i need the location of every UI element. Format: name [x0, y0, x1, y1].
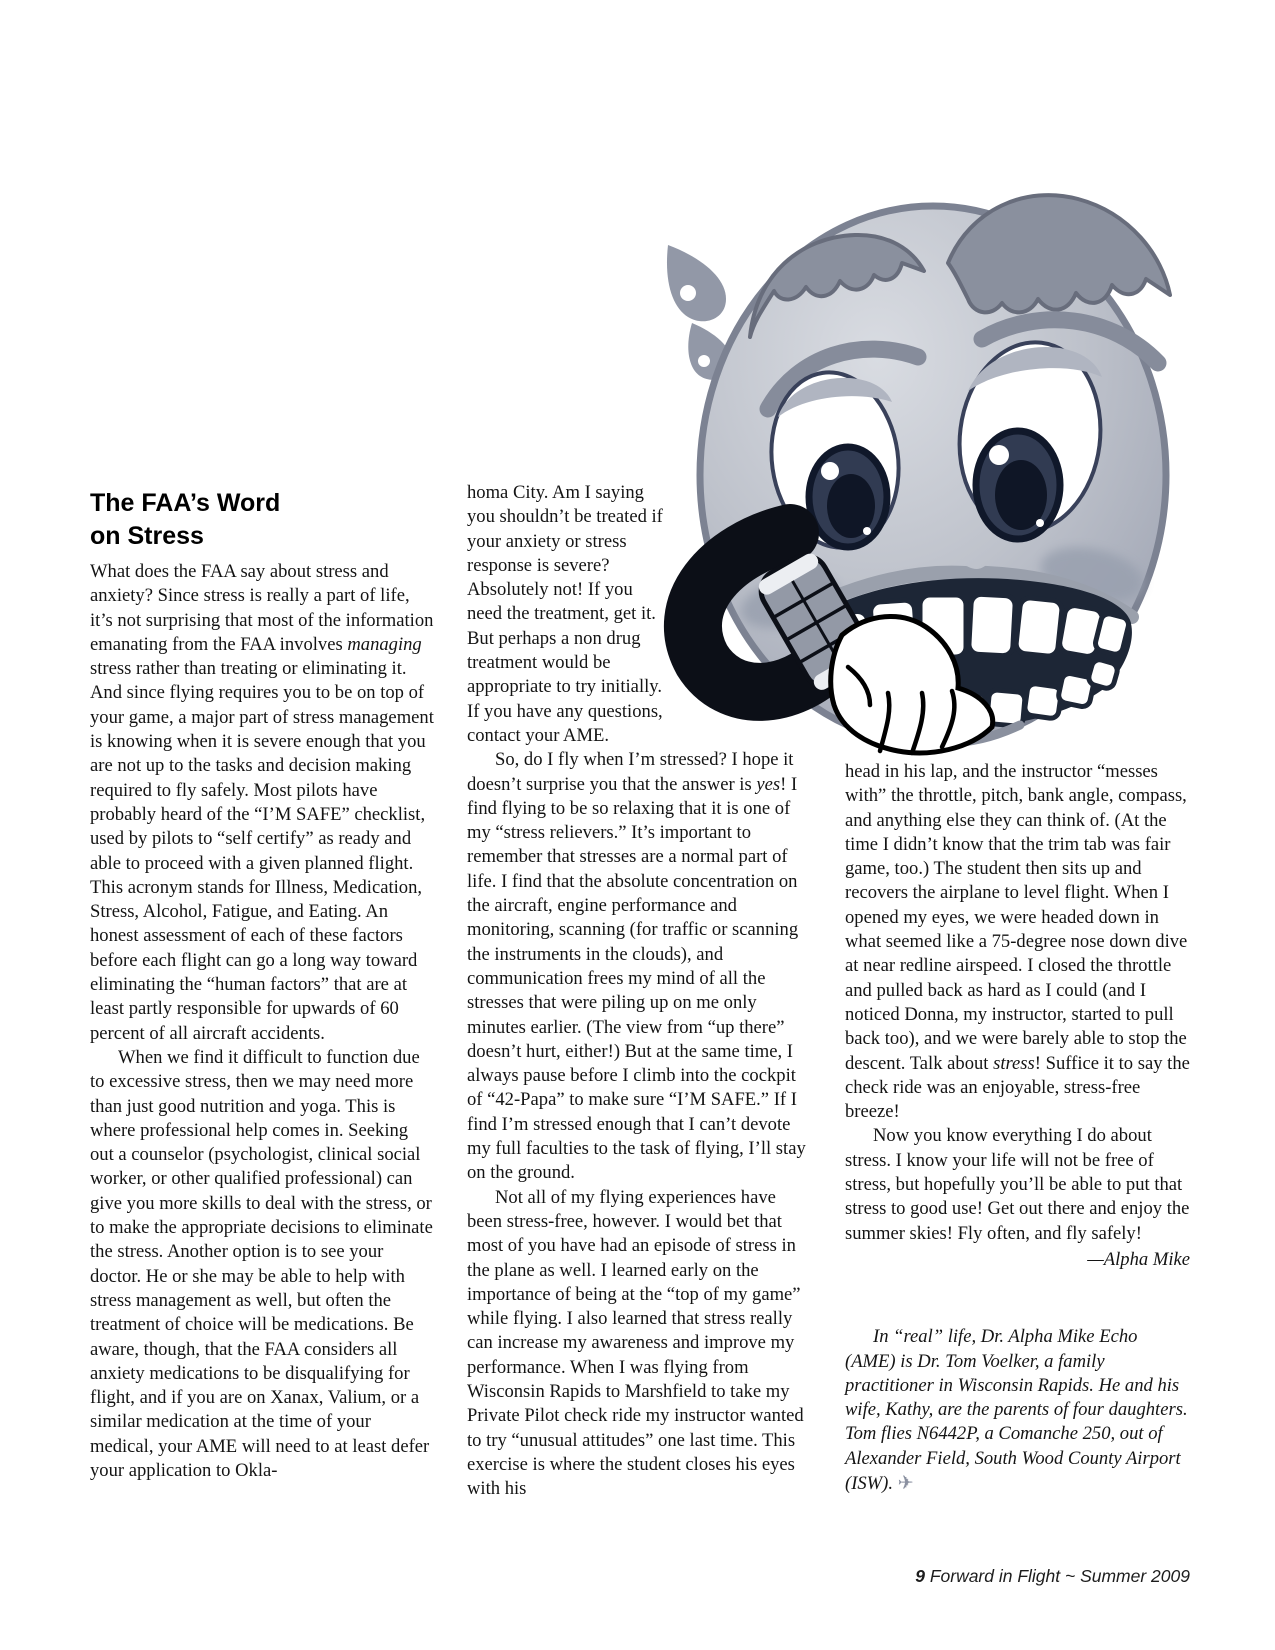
author-bio: In “real” life, Dr. Alpha Mike Echo (AME) is Dr. Tom Voelker, a family practitioner in Wisconsin Rapids. He and his wife, Kathy, are the parents of four daughters. Tom flies N6442P, a Comanche 250, out of Alexander Field, South Wood County Airport (ISW). ✈ — [845, 1326, 1188, 1495]
page-number: 9 — [915, 1566, 925, 1586]
end-of-article-plane-icon: ✈ — [897, 1472, 914, 1495]
title-line-1: The FAA’s Word — [90, 489, 281, 517]
col3-paragraph-2: Now you know everything I do about stress. I know your life will not be free of stress, but hopefully you’ll be able to put that stress to good use! Get out there and enjoy the summer skies! Fly often, and fly safely! — [845, 1125, 1190, 1244]
column-2 — [467, 481, 812, 1501]
column-1 — [90, 487, 435, 1483]
page-footer — [700, 1566, 1190, 1587]
col2-paragraph-2: So, do I fly when I’m stressed? I hope it doesn’t surprise you that the answer is yes! I find flying to be so relaxing that it is one of my “stress relievers.” It’s important to remember that stresses are a normal part of life. I find that the absolute concentration on the aircraft, engine performance and monitoring, scanning (for traffic or scanning the instruments in the clouds), and communication frees my mind of all the stresses that were piling up on me only minutes earlier. (The view from “up there” doesn’t hurt, either!) But at the same time, I always pause before I climb into the cockpit of “42-Papa” to make sure “I’M SAFE.” If I find I’m stressed enough that I can’t devote my full faculties to the task of flying, I’ll stay on the ground. — [467, 749, 806, 1184]
col2-paragraph-3: Not all of my flying experiences have been stress-free, however. I would bet that most of you have had an episode of stress in the plane as well. I learned early on the importance of being at the “top of my game” while flying. I also learned that stress really can increase my awareness and improve my performance. When I was flying from Wisconsin Rapids to Marshfield to take my Private Pilot check ride my instructor wanted to try “unusual attitudes” one last time. This exercise is where the student closes his eyes with his — [467, 1186, 804, 1500]
col1-paragraph-2: When we find it difficult to function due to excessive stress, then we may need more than just good nutrition and yoga. This is where professional help comes in. Seeking out a counselor (psychologist, clinical social worker, or other qualified professional) can give you more skills to deal with the stress, or to make the appropriate decisions to eliminate the stress. Another option is to see your doctor. He or she may be able to help with stress management as well, but often the treatment of choice will be medications. Be aware, though, that the FAA considers all anxiety medications to be disqualifying for flight, and if you are on Xanax, Valium, or a similar medication at the time of your medical, your AME will need to at least defer your application to Okla- — [90, 1046, 433, 1481]
author-signature: —Alpha Mike — [1087, 1248, 1190, 1270]
article-title — [90, 487, 435, 553]
column-3 — [845, 760, 1190, 1496]
col2-narrow-paragraph: homa City. Am I saying you shouldn’t be treated if your anxiety or stress response is severe? Absolutely not! If you need the treatment, get it. But perhaps a non drug treatment would be appropriate to try initially. If you have any questions, contact your AME. — [467, 482, 663, 746]
title-line-2: on Stress — [90, 522, 204, 550]
col1-paragraph-1: What does the FAA say about stress and anxiety? Since stress is really a part of life, it’s not surprising that most of the information emanating from the FAA involves managing stress rather than treating or eliminating it. And since flying requires you to be on top of your game, a major part of stress management is knowing when it is severe enough that you are not up to the tasks and decision making required to fly safely. Most pilots have probably heard of the “I’M SAFE” checklist, used by pilots to “self certify” as ready and able to proceed with a given planned flight. This acronym stands for Illness, Medication, Stress, Alcohol, Fatigue, and Eating. An honest assessment of each of these factors before each flight can go a long way toward eliminating the “human factors” that are at least partly responsible for upwards of 60 percent of all aircraft accidents. — [90, 561, 434, 1044]
col3-paragraph-1: head in his lap, and the instructor “messes with” the throttle, pitch, bank angle, compass, and anything else they can think of. (At the time I didn’t know that the trim tab was fair game, too.) The student then sits up and recovers the airplane to level flight. When I opened my eyes, we were headed down in what seemed like a 75-degree nose down dive at near redline airspeed. I closed the throttle and pulled back as hard as I could (and I noticed Donna, my instructor, started to pull back too), and we were barely able to stop the descent. Talk about stress! Suffice it to say the check ride was an enjoyable, stress-free breeze! — [845, 761, 1190, 1123]
footer-title: Forward in Flight ~ Summer 2009 — [924, 1566, 1190, 1586]
